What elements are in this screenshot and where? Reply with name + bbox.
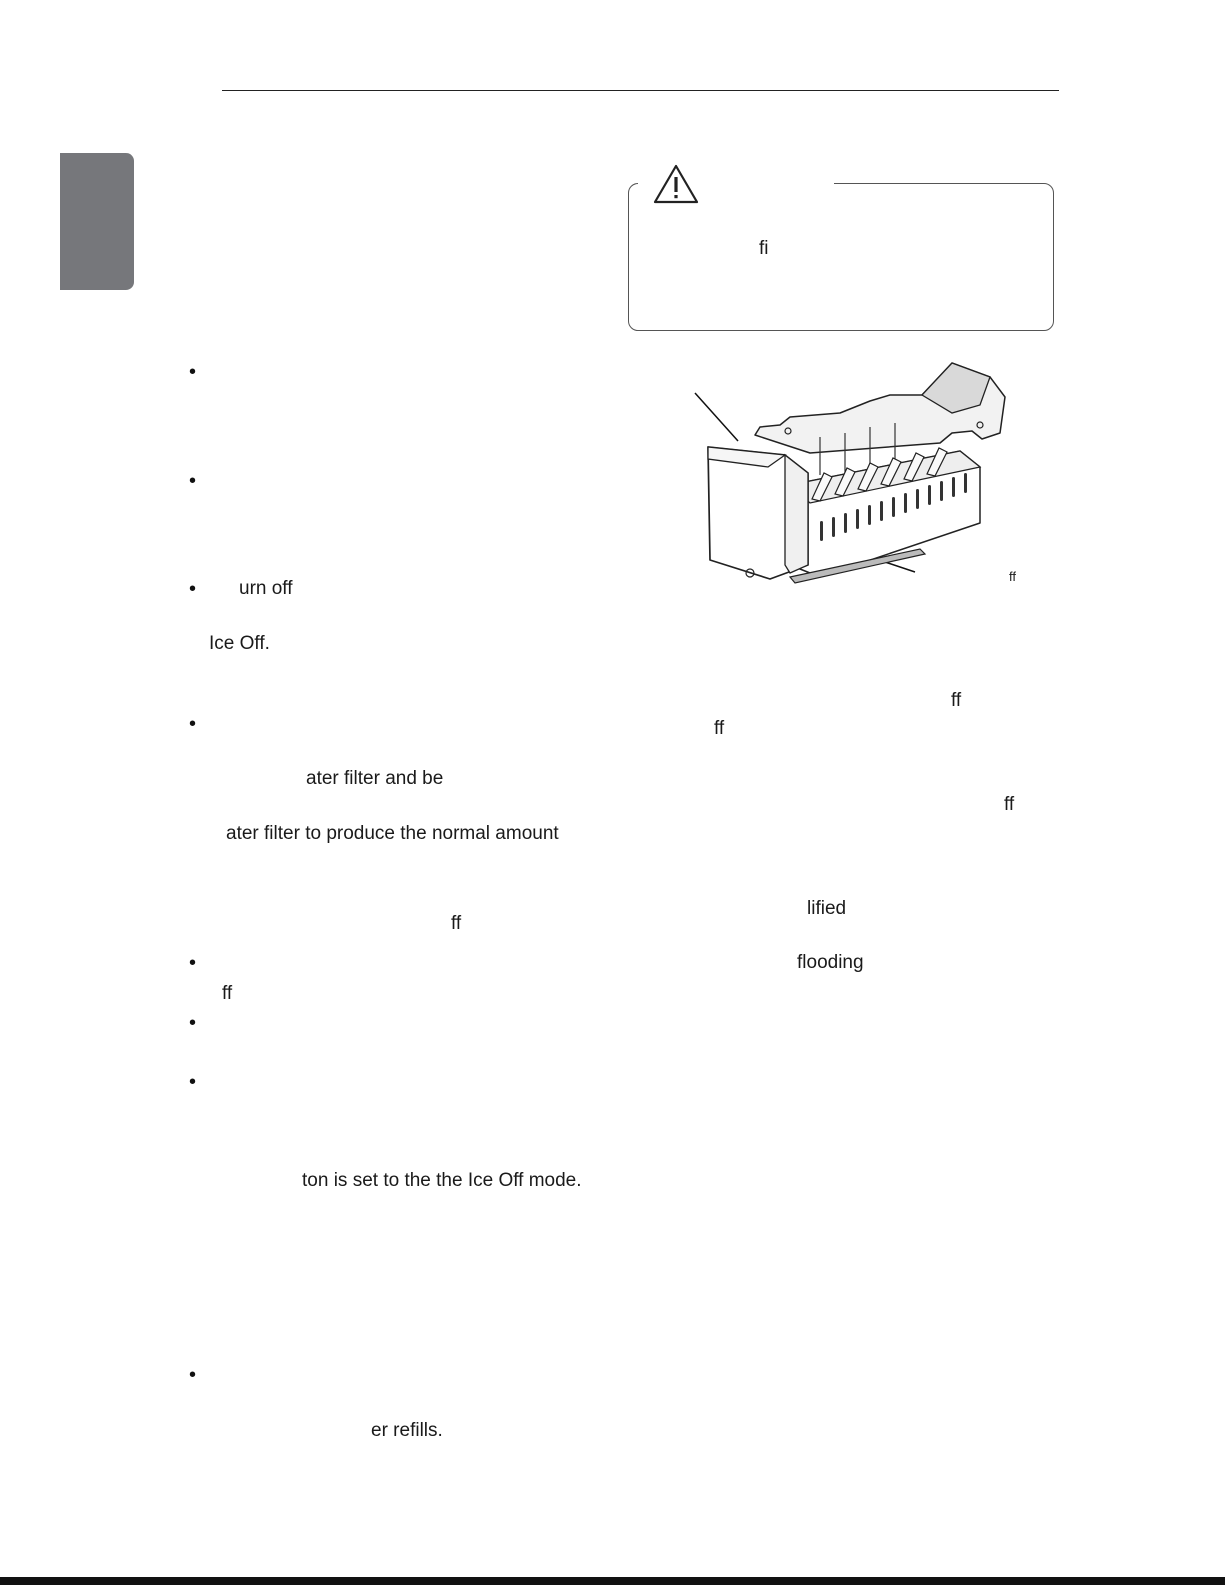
text-turn-off: urn off [239,578,293,599]
text-water-refills: er refills. [371,1420,443,1441]
bullet-4: • [189,713,197,735]
diagram-label-ff: ff [1009,569,1016,584]
text-ff-left-2: ff [222,983,233,1004]
bullet-6: • [189,1012,197,1034]
text-ice-off-mode: ton is set to the the Ice Off mode. [302,1170,582,1191]
text-qualified: lified [807,898,847,919]
bullet-7: • [189,1071,197,1093]
text-water-filter-2: ater filter to produce the normal amount [226,823,559,844]
text-ff-right-1: ff [951,690,962,711]
text-ff-left-1: ff [451,913,462,934]
section-tab [60,153,134,290]
warning-triangle-icon [652,163,700,205]
ice-maker-illustration [690,355,1025,595]
caution-box [628,183,1054,331]
text-ff-right-3: ff [1004,794,1015,815]
bullet-2: • [189,470,197,492]
text-flooding: flooding [797,952,864,973]
footer-bar [0,1577,1225,1585]
text-water-filter-1: ater filter and be [306,768,444,789]
bullet-1: • [189,361,197,383]
text-ice-off: Ice Off. [209,633,270,654]
bullet-8: • [189,1364,197,1386]
caution-text-fi: fi [759,238,769,259]
text-ff-right-2: ff [714,718,725,739]
bullet-5: • [189,952,197,974]
bullet-3: • [189,578,197,600]
header-rule [222,90,1059,91]
